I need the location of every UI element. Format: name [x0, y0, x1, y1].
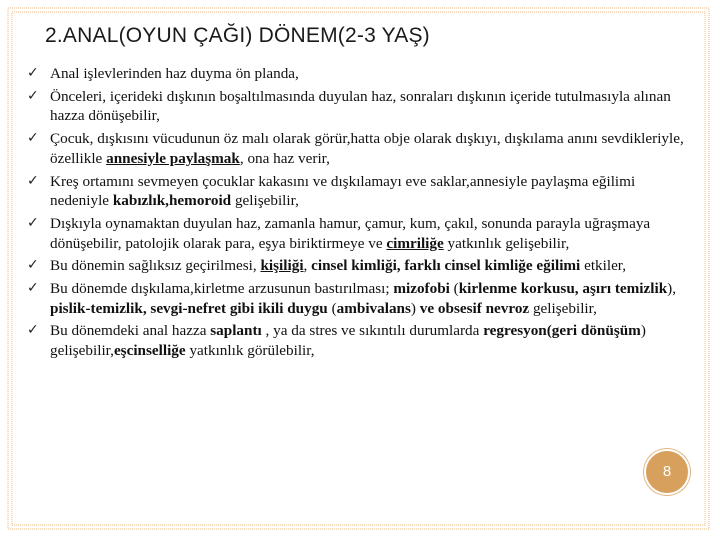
checkmark-icon: ✓ [27, 214, 39, 231]
bullet-text-segment: Bu dönemin sağlıksız geçirilmesi, [50, 257, 261, 275]
bullet-text-segment: ), [667, 280, 676, 298]
bullet-item [27, 129, 687, 168]
bullet-text-segment: kişiliği [260, 257, 304, 275]
bullet-text-segment: gelişebilir, [231, 192, 299, 210]
page-number-badge: 8 [644, 449, 690, 495]
bullet-text-segment: yatkınlık gelişebilir, [443, 234, 570, 252]
bullet-text-segment: kabızlık,hemoroid [112, 192, 232, 210]
bullet-item [27, 214, 687, 253]
bullet-text-segment: pislik-temizlik, sevgi-nefret gibi ikili duygu [50, 299, 328, 317]
bullet-item [27, 279, 687, 318]
bullet-text-segment: Bu dönemdeki anal hazza [50, 322, 211, 340]
checkmark-icon: ✓ [27, 65, 39, 81]
bullet-text-segment: , ya da stres ve sıkıntılı durumlarda [261, 322, 484, 340]
bullet-text-segment: cimriliğe [386, 234, 444, 252]
bullet-text-segment: gelişebilir, [529, 299, 597, 317]
bullet-text-segment: Kreş ortamını sevmeyen çocuklar kakasını ve dışkılamayı eve saklar,annesiyle paylaşma eğilimi nedeniyle [50, 172, 636, 210]
bullet-text-segment: Dışkıyla oynamaktan duyulan haz, zamanla hamur, çamur, kum, çakıl, sonunda parayla uğraşmaya dönüşebilir, patolojik olarak para, eşya biriktirmeye ve [50, 214, 651, 252]
checkmark-icon: ✓ [27, 280, 39, 297]
checkmark-icon: ✓ [27, 257, 39, 274]
bullet-text-segment: ambivalans [336, 299, 411, 317]
checkmark-icon: ✓ [27, 87, 39, 104]
bullet-text-segment: cinsel kimliği, farklı cinsel kimliğe eğilimi [311, 257, 581, 275]
bullet-text-segment: , ona haz verir, [239, 149, 330, 167]
bullet-text-segment: mizofobi [393, 280, 450, 298]
bullet-item [27, 321, 687, 360]
bullet-text-segment: etkiler, [580, 257, 627, 275]
bullet-text-segment: ( [449, 280, 459, 298]
bullet-text-segment: Bu dönemde dışkılama,kirletme arzusunun bastırılması; [50, 280, 394, 298]
checkmark-icon: ✓ [27, 172, 39, 189]
bullet-item [27, 87, 687, 126]
bullet-text-segment: ) [410, 299, 420, 317]
bullet-item [27, 172, 687, 211]
bullet-text-segment: Önceleri, içerideki dışkının boşaltılmasında duyulan haz, sonraları dışkının içeride tutulmasıyla alınan hazza dönüşebilir, [50, 87, 671, 125]
bullet-text-segment: saplantı [210, 322, 262, 340]
bullet-list [27, 64, 687, 364]
bullet-text-segment: Anal işlevlerinden haz duyma ön planda, [50, 65, 299, 82]
bullet-text-segment: , [303, 257, 312, 275]
bullet-text-segment: ve obsesif nevroz [419, 299, 530, 317]
bullet-text-segment: kirlenme korkusu, aşırı temizlik [458, 280, 668, 298]
bullet-text-segment: annesiyle paylaşmak [106, 149, 240, 167]
checkmark-icon: ✓ [27, 130, 39, 147]
bullet-text-segment: yatkınlık görülebilir, [185, 342, 315, 360]
bullet-item [27, 256, 687, 276]
slide-title: 2.ANAL(OYUN ÇAĞI) DÖNEM(2-3 YAŞ) [45, 24, 430, 47]
bullet-text-segment: eşcinselliğe [113, 342, 186, 360]
bullet-text-segment: Çocuk, dışkısını vücudunun öz malı olarak görür,hatta obje olarak dışkıyı, dışkılama anını sevdikleriyle, özellikle [50, 130, 684, 167]
bullet-text-segment: ( [327, 299, 337, 317]
checkmark-icon: ✓ [27, 322, 39, 339]
bullet-item [27, 64, 687, 84]
bullet-text-segment: ) gelişebilir, [50, 322, 646, 360]
bullet-text-segment: regresyon(geri dönüşüm [483, 322, 641, 340]
